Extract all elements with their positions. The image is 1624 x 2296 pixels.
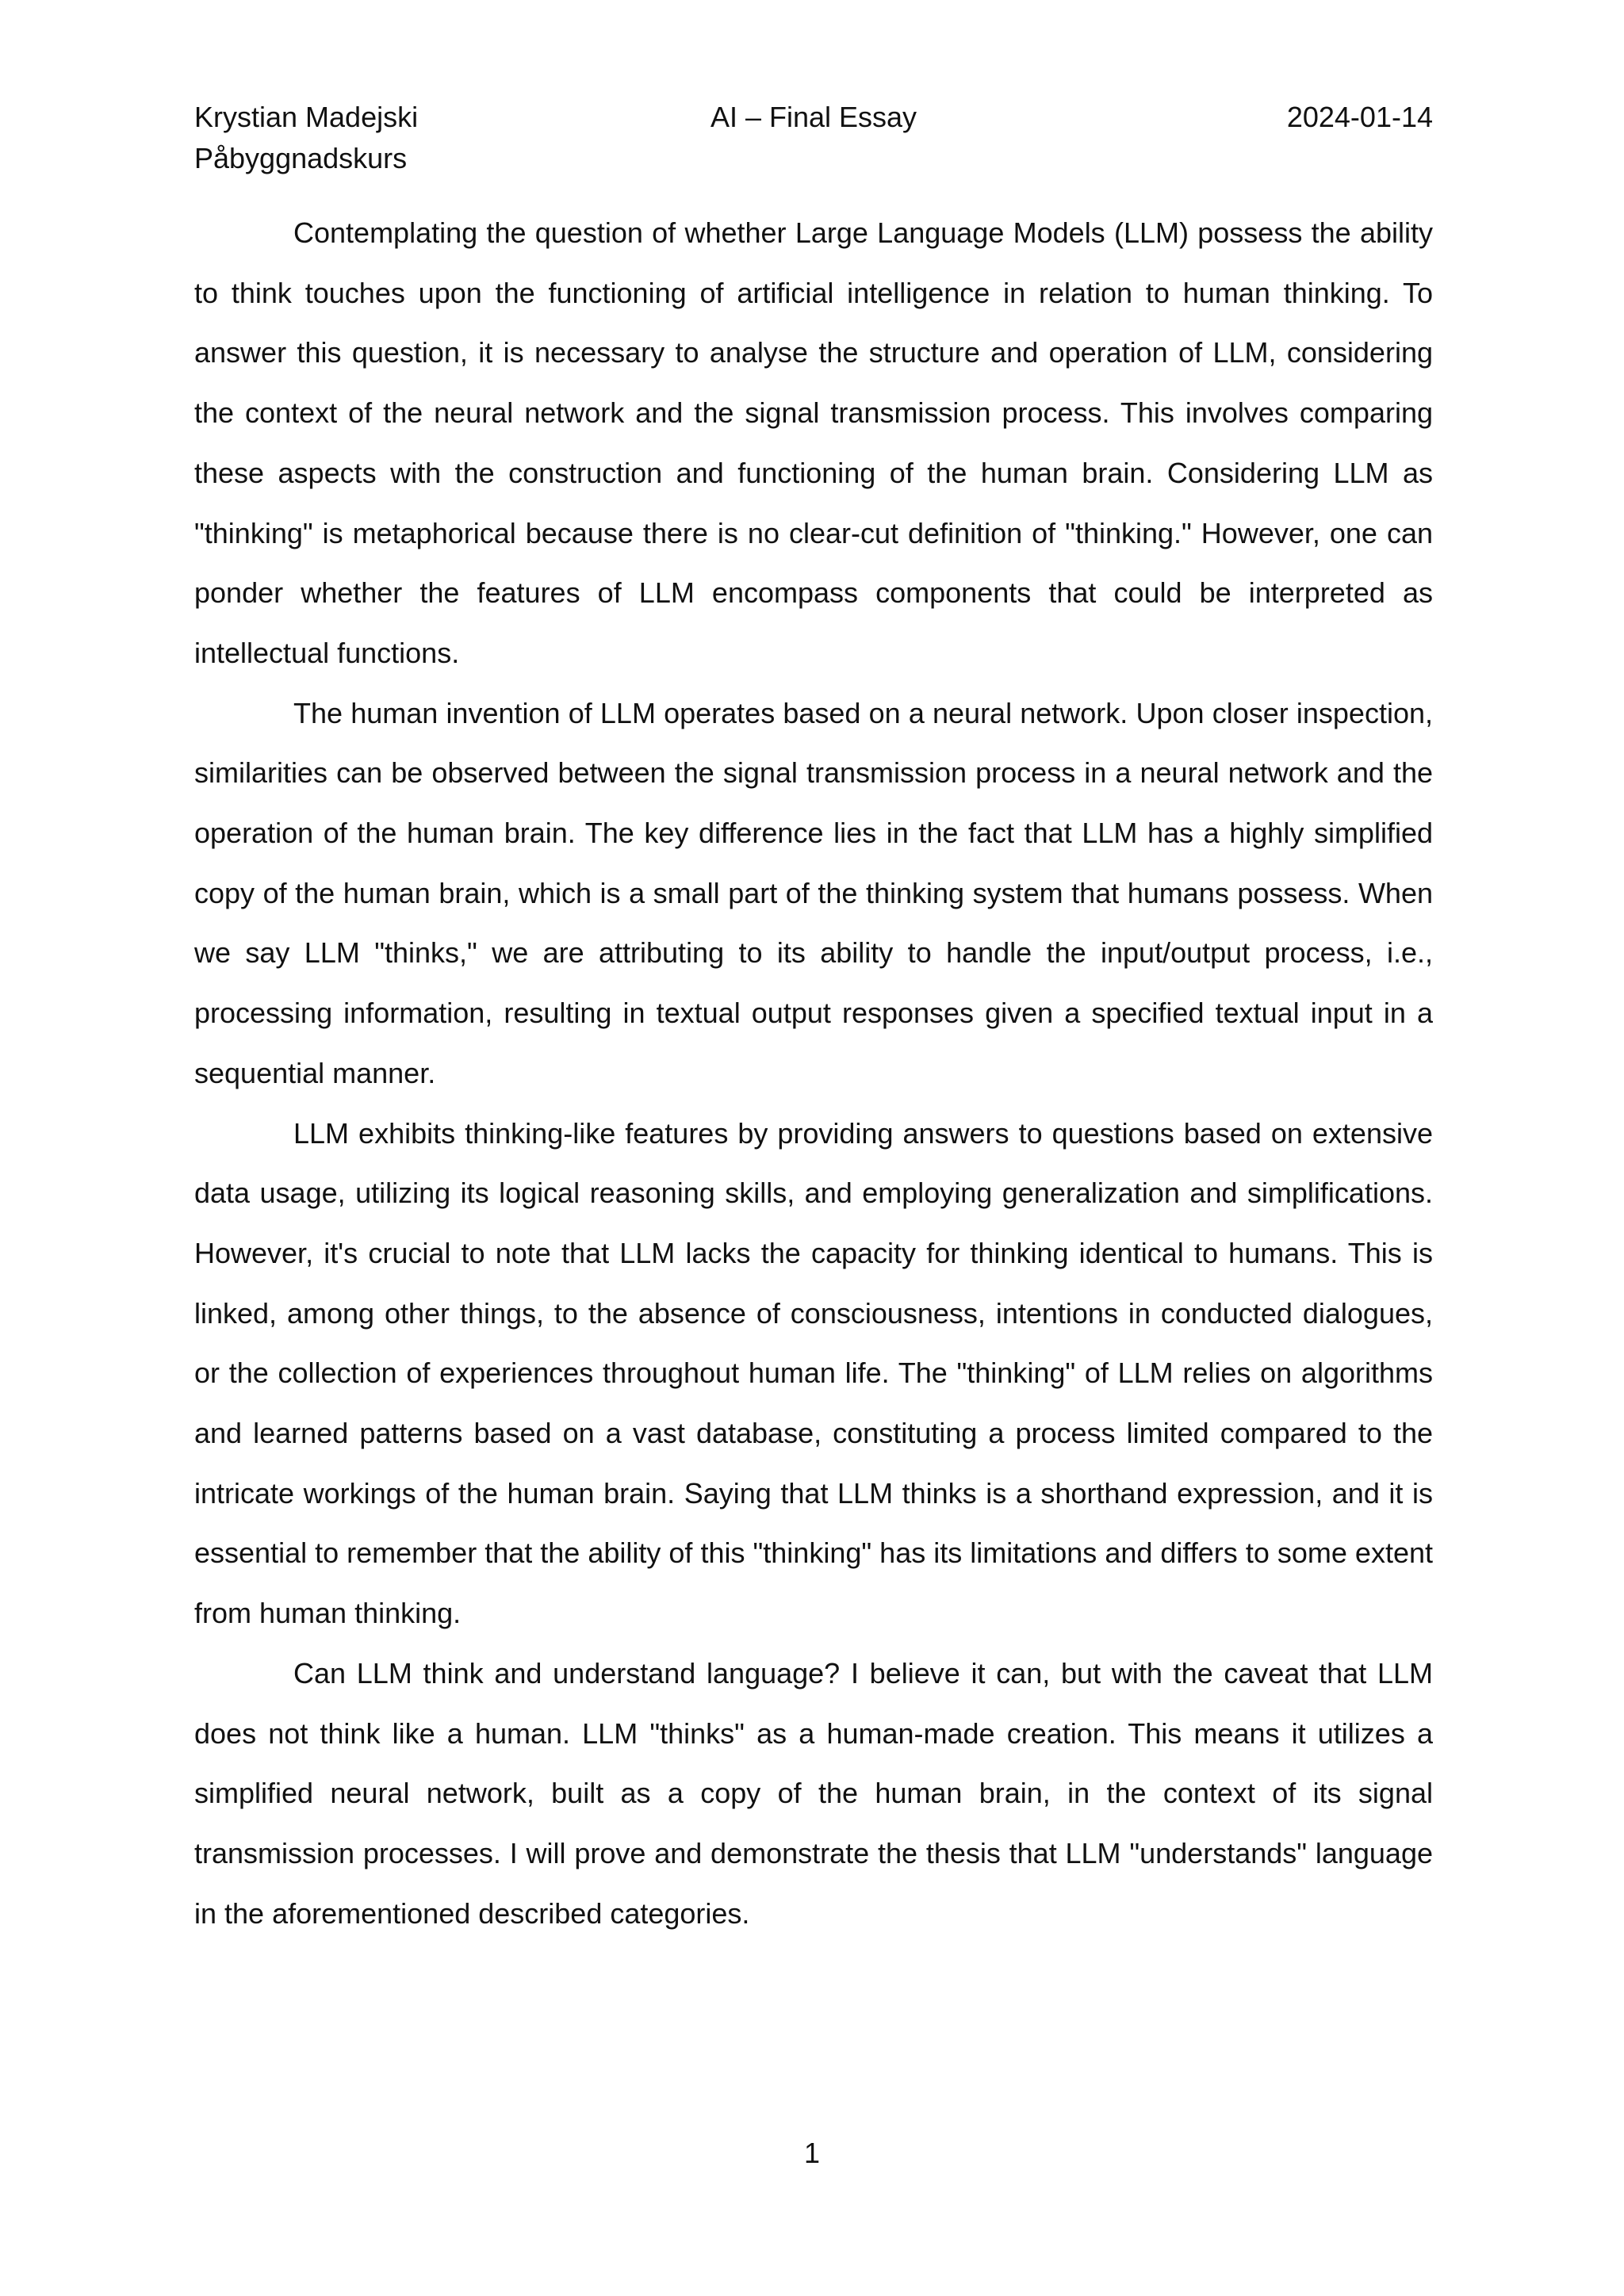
essay-date: 2024-01-14 <box>1286 101 1433 133</box>
paragraph: Contemplating the question of whether Large Language Models (LLM) possess the ability to think touches upon the functioning of artificial intelligence in relation to human thinking. To answer this question, it is necessary to analyse the structure and operation of LLM, considering the context of the neural network and the signal transmission process. This involves comparing these aspects with the construction and functioning of the human brain. Considering LLM as "thinking" is metaphorical because there is no clear-cut definition of "thinking." However, one can ponder whether the features of LLM encompass components that could be interpreted as intellectual functions. <box>194 216 1433 669</box>
paragraph: LLM exhibits thinking-like features by providing answers to questions based on extensive data usage, utilizing its logical reasoning skills, and employing generalization and simplifications. However, it's crucial to note that LLM lacks the capacity for thinking identical to humans. This is linked, among other things, to the absence of consciousness, intentions in conducted dialogues, or the collection of experiences throughout human life. The "thinking" of LLM relies on algorithms and learned patterns based on a vast database, constituting a process limited compared to the intricate workings of the human brain. Saying that LLM thinks is a shorthand expression, and it is essential to remember that the ability of this "thinking" has its limitations and differs to some extent from human thinking. <box>194 1116 1433 1630</box>
header-row <box>194 97 1433 138</box>
essay-title: AI – Final Essay <box>710 101 917 133</box>
essay-body <box>194 203 1433 1943</box>
page-header <box>194 97 1433 179</box>
author-name: Krystian Madejski <box>194 101 419 133</box>
paragraph: The human invention of LLM operates based on a neural network. Upon closer inspection, similarities can be observed between the signal transmission process in a neural network and the operation of the human brain. The key difference lies in the fact that LLM has a highly simplified copy of the human brain, which is a small part of the thinking system that humans possess. When we say LLM "thinks," we are attributing to its ability to handle the input/output process, i.e., processing information, resulting in textual output responses given a specified textual input in a sequential manner. <box>194 696 1433 1089</box>
course-name: Påbyggnadskurs <box>194 142 408 174</box>
paragraph: Can LLM think and understand language? I believe it can, but with the caveat that LLM does not think like a human. LLM "thinks" as a human-made creation. This means it utilizes a simplified neural network, built as a copy of the human brain, in the context of its signal transmission processes. I will prove and demonstrate the thesis that LLM "understands" language in the aforementioned described categories. <box>194 1656 1433 1930</box>
page-number: 1 <box>803 2137 821 2169</box>
